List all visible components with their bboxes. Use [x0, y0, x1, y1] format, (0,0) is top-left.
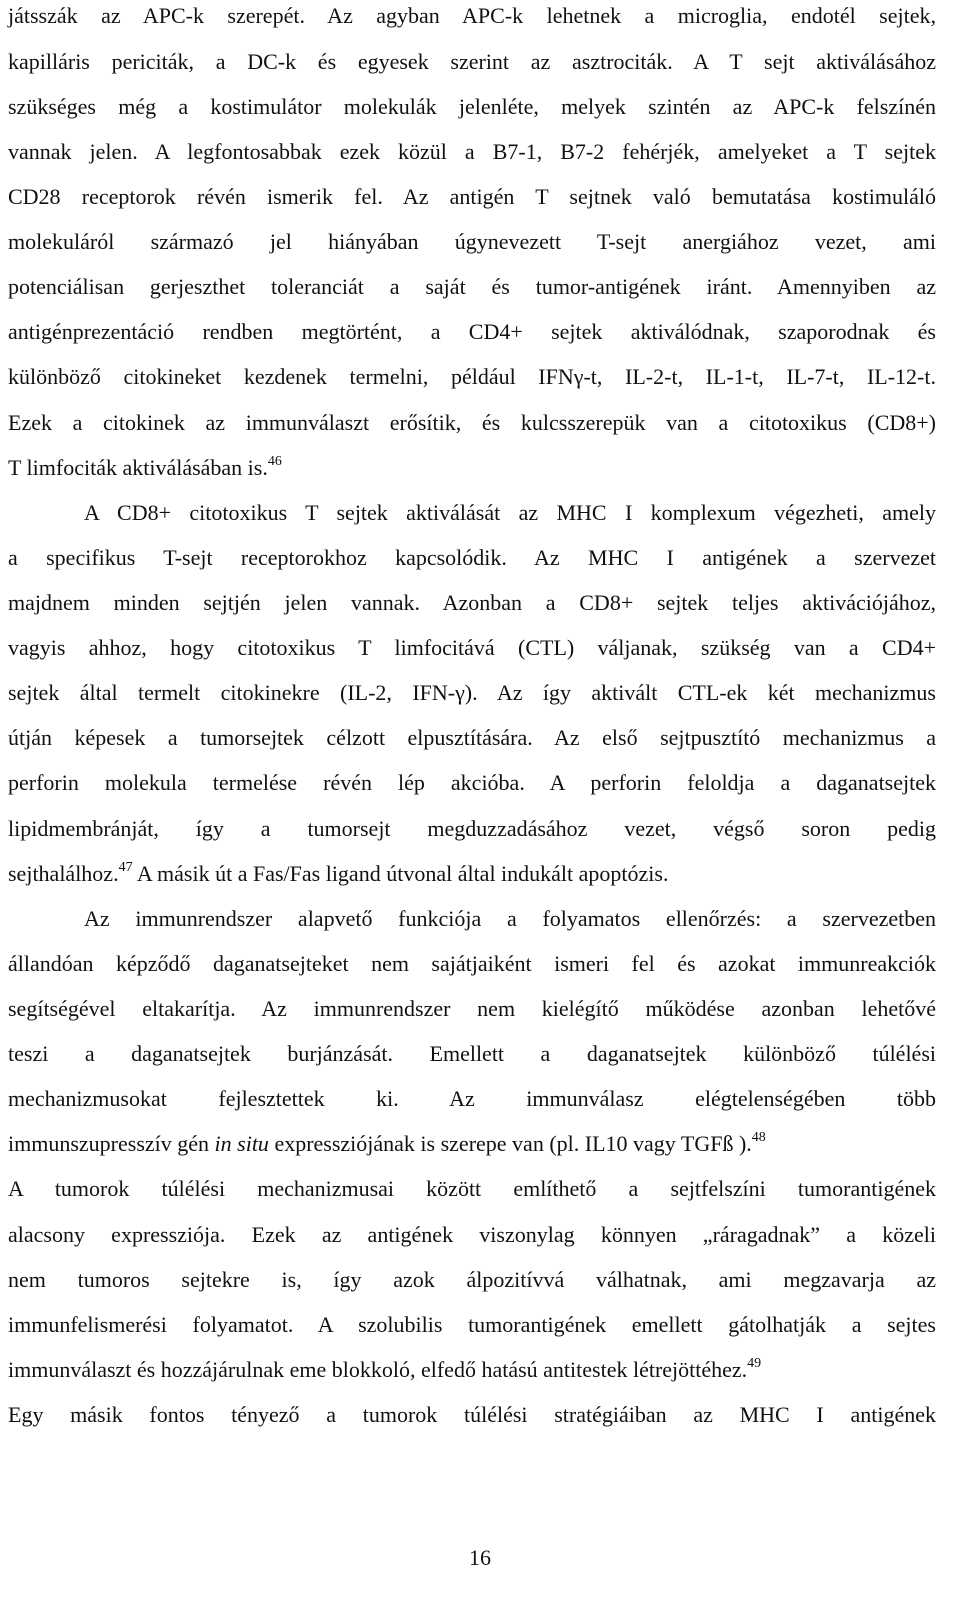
line-text: A másik út a Fas/Fas ligand útvonal által indukált apoptózis. — [136, 861, 669, 886]
paragraph-first-line: A CD8+ citotoxikus T sejtek aktiválását az MHC I komplexum végezheti, amely — [84, 500, 936, 525]
text-line: majdnem minden sejtjén jelen vannak. Azonban a CD8+ sejtek teljes aktivációjához, — [8, 590, 936, 615]
text-line: Ezek a citokinek az immunválaszt erősítik, és kulcsszerepük van a citotoxikus (CD8+) — [8, 410, 936, 435]
reference-number: 48 — [751, 1130, 766, 1145]
text-line: A tumorok túlélési mechanizmusai között említhető a sejtfelszíni tumorantigének — [8, 1176, 936, 1201]
text-line: állandóan képződő daganatsejteket nem sajátjaiként ismeri fel és azokat immunreakciók — [8, 951, 936, 976]
text-line — [8, 455, 936, 481]
text-line: nem tumoros sejtekre is, így azok álpozitívvá válhatnak, ami megzavarja az — [8, 1267, 936, 1292]
paragraph-first-line: Az immunrendszer alapvető funkciója a folyamatos ellenőrzés: a szervezetben — [84, 906, 936, 931]
text-line: teszi a daganatsejtek burjánzását. Emellett a daganatsejtek különböző túlélési — [8, 1041, 936, 1066]
text-line: segítségével eltakarítja. Az immunrendszer nem kielégítő működése azonban lehetővé — [8, 996, 936, 1021]
reference-number: 49 — [747, 1356, 762, 1371]
text-line: útján képesek a tumorsejtek célzott elpusztítására. Az első sejtpusztító mechanizmus a — [8, 725, 936, 750]
text-line: kapilláris periciták, a DC-k és egyesek szerint az asztrociták. A T sejt aktiválásához — [8, 49, 936, 74]
italic-term: in situ — [214, 1131, 269, 1156]
text-line: játsszák az APC-k szerepét. Az agyban APC-k lehetnek a microglia, endotél sejtek, — [8, 3, 936, 28]
text-line: sejtek által termelt citokinekre (IL-2, IFN-γ). Az így aktivált CTL-ek két mechanizmus — [8, 680, 936, 705]
page-number: 16 — [469, 1545, 491, 1570]
text-line: perforin molekula termelése révén lép akcióba. A perforin feloldja a daganatsejtek — [8, 770, 936, 795]
text-line: a specifikus T-sejt receptorokhoz kapcsolódik. Az MHC I antigének a szervezet — [8, 545, 936, 570]
reference-number: 47 — [118, 860, 133, 875]
line-text: expressziójának is szerepe van (pl. IL10 vagy TGFß ). — [268, 1131, 752, 1156]
text-line — [8, 1131, 936, 1157]
text-line: vannak jelen. A legfontosabbak ezek közül a B7-1, B7-2 fehérjék, amelyeket a T sejtek — [8, 139, 936, 164]
text-line: vagyis ahhoz, hogy citotoxikus T limfocitává (CTL) váljanak, szükség van a CD4+ — [8, 635, 936, 660]
text-line: alacsony expressziója. Ezek az antigének viszonylag könnyen „ráragadnak” a közeli — [8, 1222, 936, 1247]
text-line — [8, 861, 936, 887]
text-line: immunfelismerési folyamatot. A szolubilis tumorantigének emellett gátolhatják a sejtes — [8, 1312, 936, 1337]
reference-number: 46 — [267, 454, 282, 469]
text-line: Egy másik fontos tényező a tumorok túlélési stratégiáiban az MHC I antigének — [8, 1402, 936, 1427]
text-line: lipidmembránját, így a tumorsejt megduzzadásához vezet, végső soron pedig — [8, 816, 936, 841]
text-line: különböző citokineket kezdenek termelni, például IFNγ-t, IL-2-t, IL-1-t, IL-7-t, IL-12-t. — [8, 364, 936, 389]
text-line: CD28 receptorok révén ismerik fel. Az antigén T sejtnek való bemutatása kostimuláló — [8, 184, 936, 209]
line-text: sejthalálhoz. — [8, 861, 119, 886]
text-line: mechanizmusokat fejlesztettek ki. Az immunválasz elégtelenségében több — [8, 1086, 936, 1111]
text-line — [8, 1357, 936, 1383]
line-text: immunszupresszív gén — [8, 1131, 215, 1156]
text-line: potenciálisan gerjeszthet toleranciát a saját és tumor-antigének iránt. Amennyiben az — [8, 274, 936, 299]
line-text: T limfociták aktiválásában is. — [8, 455, 268, 480]
text-line: szükséges még a kostimulátor molekulák jelenléte, melyek szintén az APC-k felszínén — [8, 94, 936, 119]
text-line: antigénprezentáció rendben megtörtént, a CD4+ sejtek aktiválódnak, szaporodnak és — [8, 319, 936, 344]
line-text: immunválaszt és hozzájárulnak eme blokkoló, elfedő hatású antitestek létrejöttéhez. — [8, 1357, 748, 1382]
text-line: molekuláról származó jel hiányában úgynevezett T-sejt anergiához vezet, ami — [8, 229, 936, 254]
